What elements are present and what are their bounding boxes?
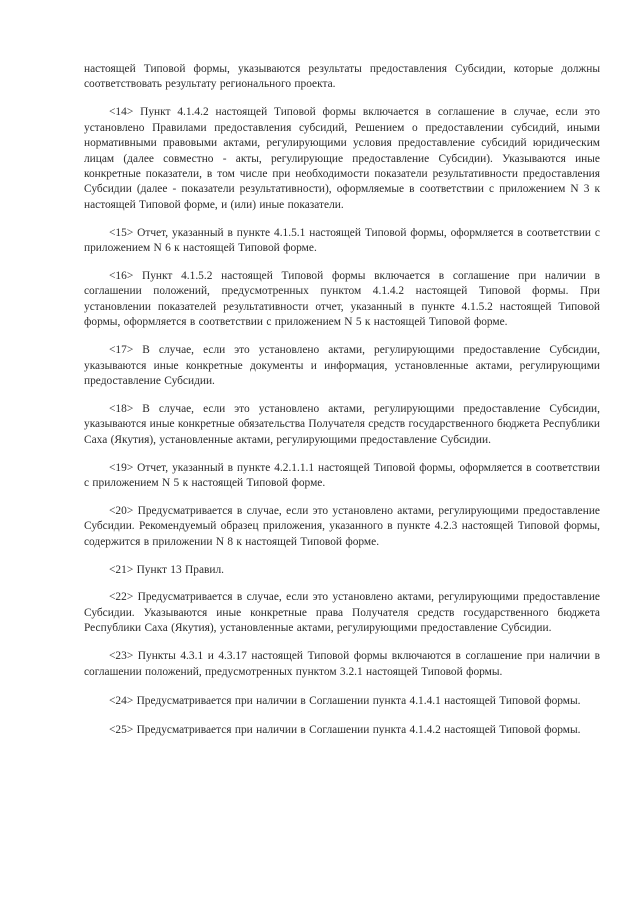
- footnote-16: <16> Пункт 4.1.5.2 настоящей Типовой формы включается в соглашение при наличии в соглашении положений, предусмотренных пунктом 4.1.4.2 настоящей Типовой формы. При установлении показателей результативности отчет, указанный в пункте 4.1.5.2 настоящей Типовой формы, оформляется в соответствии с приложением N 5 к настоящей Типовой форме.: [84, 269, 600, 329]
- footnote-22: <22> Предусматривается в случае, если это установлено актами, регулирующими предоставление Субсидии. Указываются иные конкретные права Получателя средств государственного бюджета Республики Саха (Якутия), установленные актами, регулирующими предоставление Субсидии.: [84, 591, 600, 635]
- footnote-20: <20> Предусматривается в случае, если это установлено актами, регулирующими предоставление Субсидии. Рекомендуемый образец приложения, указанного в пункте 4.2.3 настоящей Типовой формы, содержится в приложении N 8 к настоящей Типовой форме.: [84, 504, 600, 548]
- footnote-18: <18> В случае, если это установлено актами, регулирующими предоставление Субсидии, указываются иные конкретные обязательства Получателя средств государственного бюджета Республики Саха (Якутия), установленные актами, регулирующими предоставление Субсидии.: [84, 402, 600, 446]
- footnote-21: <21> Пункт 13 Правил.: [109, 563, 225, 576]
- footnote-17: <17> В случае, если это установлено актами, регулирующими предоставление Субсидии, указываются иные конкретные документы и информация, установленные актами, регулирующими предоставление Субсидии.: [84, 344, 600, 387]
- footnote-25: <25> Предусматривается при наличии в Соглашении пункта 4.1.4.2 настоящей Типовой формы.: [109, 724, 581, 737]
- footnote-23: <23> Пункты 4.3.1 и 4.3.17 настоящей Типовой формы включаются в соглашение при наличии в соглашении положений, предусмотренных пунктом 3.2.1 настоящей Типовой формы.: [84, 650, 600, 678]
- paragraph-continuation: настоящей Типовой формы, указываются результаты предоставления Субсидии, которые должны соответствовать результату регионального проекта.: [84, 63, 600, 91]
- footnote-14: <14> Пункт 4.1.4.2 настоящей Типовой формы включается в соглашение в случае, если это установлено Правилами предоставления субсидий, Решением о предоставлении субсидий, иными нормативными правовыми актами, регулирующими условия предоставление субсидий юридическим лицам (далее совместно - акты, регулирующие предоставление Субсидии). Указываются иные конкретные показатели, в том числе при необходимости показатели результативности предоставления Субсидии (далее - показатели результативности), оформляемые в соответствии с приложением N 3 к настоящей Типовой форме, и (или) иные показатели.: [84, 106, 600, 211]
- footnote-19: <19> Отчет, указанный в пункте 4.2.1.1.1 настоящей Типовой формы, оформляется в соответствии с приложением N 5 к настоящей Типовой форме.: [84, 461, 600, 489]
- footnote-15: <15> Отчет, указанный в пункте 4.1.5.1 настоящей Типовой формы, оформляется в соответствии с приложением N 6 к настоящей Типовой форме.: [84, 226, 600, 255]
- footnote-24: <24> Предусматривается при наличии в Соглашении пункта 4.1.4.1 настоящей Типовой формы.: [109, 695, 581, 707]
